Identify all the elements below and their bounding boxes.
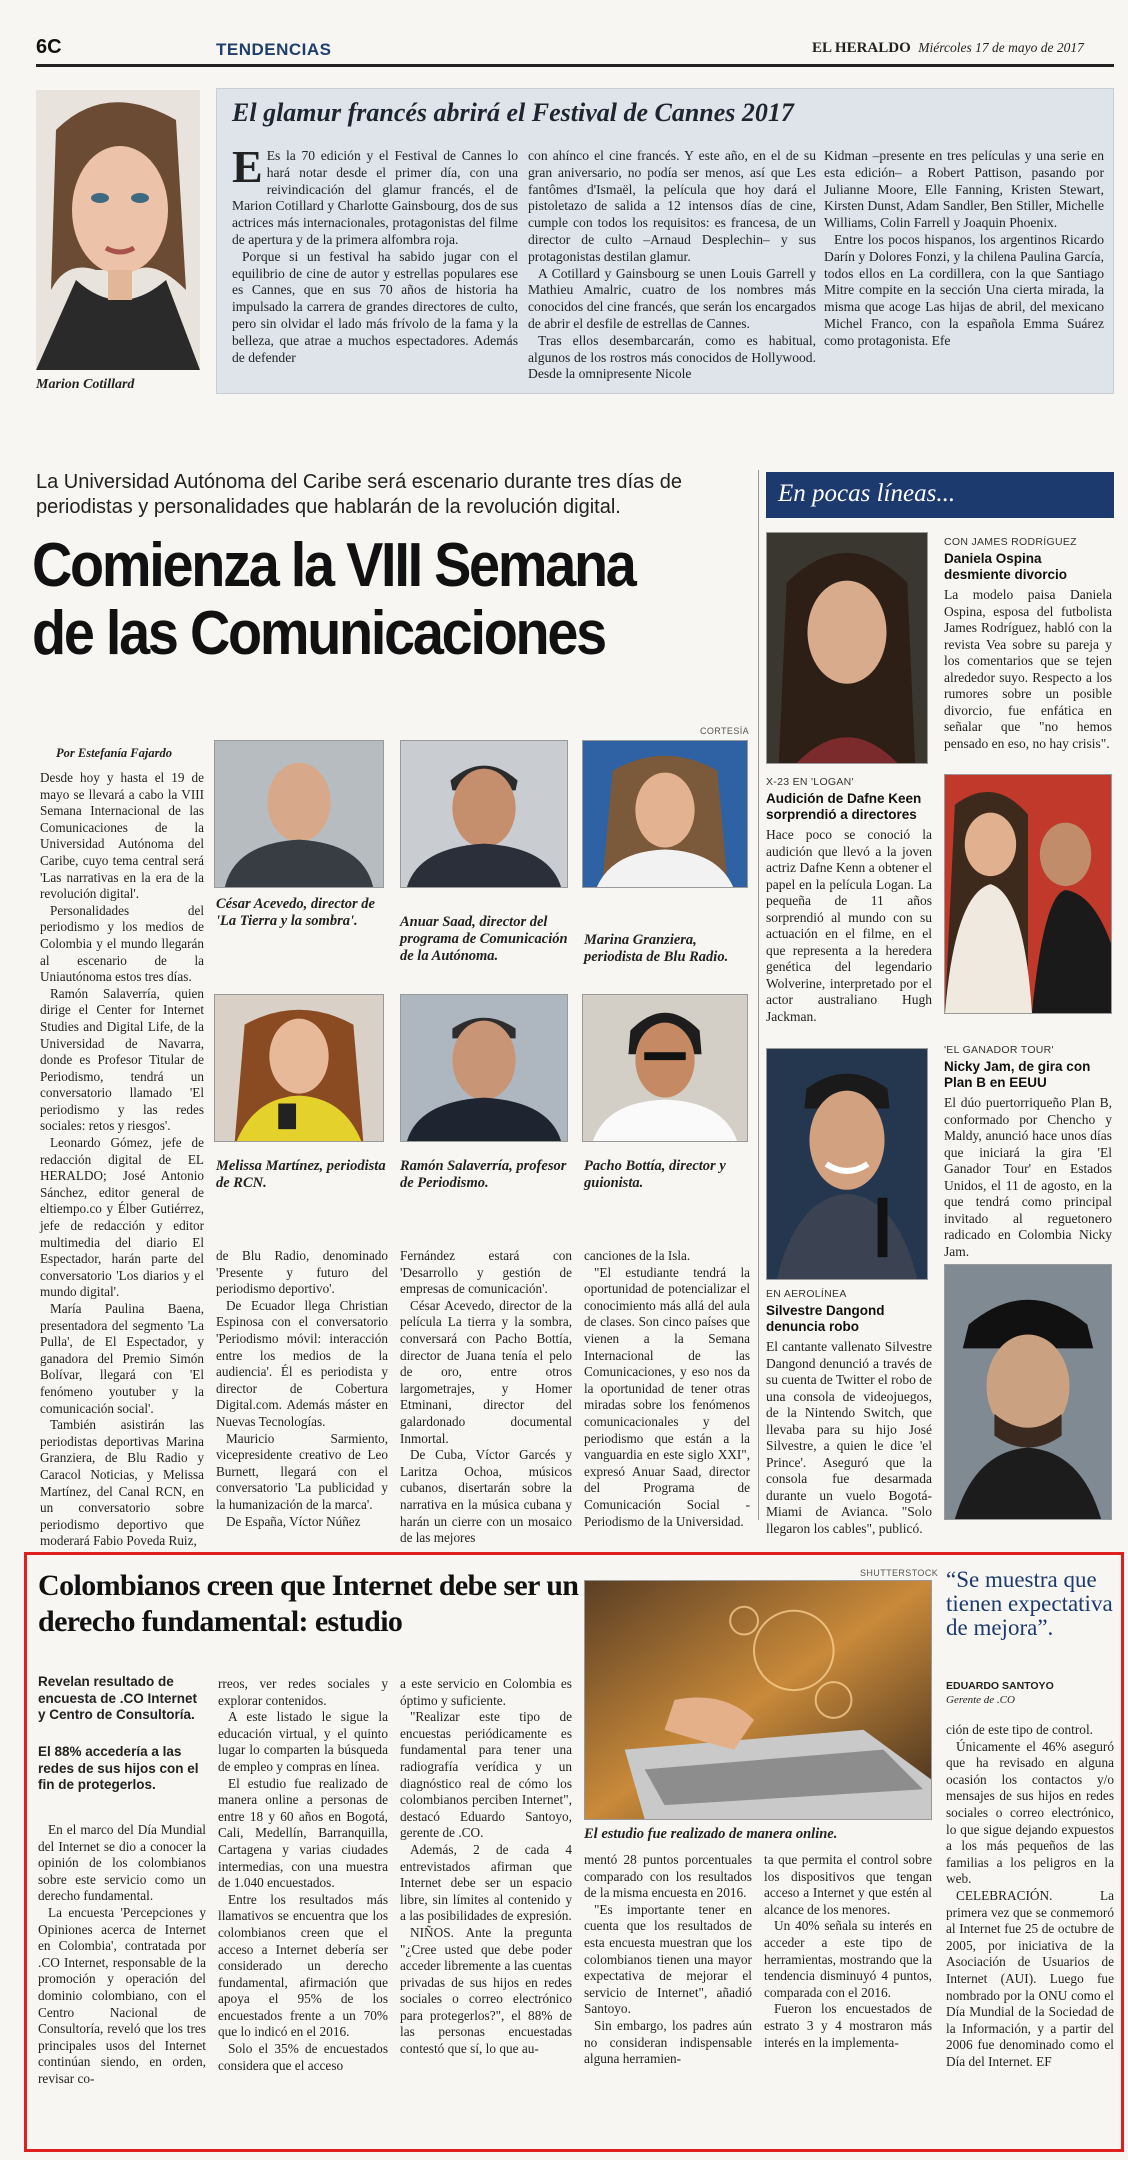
pocas-kicker: 'EL GANADOR TOUR' (944, 1044, 1054, 1056)
semana-deck: La Universidad Autónoma del Caribe será escenario durante tres días de periodistas y personalidades que hablarán de la revolución digital. (36, 471, 682, 518)
semana-column-1 (40, 770, 204, 1549)
semana-paragraph: Mauricio Sarmiento, vicepresidente creativo de Leo Burnett, llegará con el conversatorio 'La publicidad y la humanización de la marca'. (216, 1430, 388, 1512)
cannes-headline: El glamur francés abrirá el Festival de Cannes 2017 (232, 98, 794, 127)
nicky-jam-photo (944, 1264, 1112, 1520)
paper-name: EL HERALDO (812, 40, 911, 56)
pacho-bottia-photo (582, 994, 748, 1142)
semana-paragraph: Personalidades del periodismo y los medios de Colombia y el mundo llegarán al escenario de la Uniautónoma estos tres días. (40, 902, 204, 985)
dafne-keen-photo (766, 532, 928, 764)
pocas-kicker: CON JAMES RODRÍGUEZ (944, 536, 1077, 548)
internet-column-4 (584, 1852, 752, 2144)
cannes-column-2 (528, 148, 816, 388)
internet-paragraph: En el marco del Día Mundial del Internet se dio a conocer la opinión de los colombianos sobre este servicio como un derecho fundamental. (38, 1822, 206, 1904)
semana-paragraph: También asistirán las periodistas deportivas Marina Granziera, de Blu Radio y Caracol Noticias, y Melissa Martínez, del Canal RCN, en un conversatorio sobre periodismo deportivo que moderará Fabio Poveda Ruiz, (40, 1417, 204, 1549)
semana-paragraph: Leonardo Gómez, jefe de redacción digital de EL HERALDO; José Antonio Sánchez, editor general de eltiempo.co y Élber Gutiérrez, jefe de redacción y editor multimedia del diario El Espectador, harán parte del conversatorio 'Los diarios y el mundo digital'. (40, 1135, 204, 1300)
internet-paragraph: mentó 28 puntos porcentuales comparado con los resultados de la misma encuesta en 2016. (584, 1852, 752, 1901)
pocas-item (944, 1044, 1112, 1260)
daniela-james-photo (944, 774, 1112, 1014)
internet-paragraph: ción de este tipo de control. (946, 1722, 1093, 1737)
pocas-kicker: EN AEROLÍNEA (766, 1288, 847, 1300)
internet-column-5 (764, 1852, 932, 2144)
ramon-salaverria-caption: Ramón Salaverría, profesor de Periodismo. (400, 1158, 567, 1191)
drop-cap: E (232, 141, 263, 192)
pull-quote: “Se muestra que tienen expectativa de mejora”. (946, 1567, 1113, 1640)
semana-paragraph: de Blu Radio, denominado 'Presente y futuro del periodismo deportivo'. (216, 1248, 388, 1297)
internet-paragraph: La encuesta 'Percepciones y Opiniones acerca de Internet en Colombia', contratada por .CO Internet, responsable de la promoción y operación del dominio colombiano, con el Centro Nacional de Consultoría, reveló que los tres principales usos del Internet continúan siendo, en orden, revisar co- (38, 1904, 206, 2086)
marina-granziera-caption: Marina Granziera, periodista de Blu Radio. (584, 932, 729, 965)
melissa-martinez-photo (214, 994, 384, 1142)
page-number: 6C (36, 36, 62, 58)
pocas-text: La modelo paisa Daniela Ospina, esposa del futbolista James Rodríguez, habló con la revista Vea sobre su pareja y los comentarios que se tejen alrededor suyo. Respecto a los rumores sobre un posible divorcio, fue enfática en señalar que "no hemos pensado en eso, no hay crisis". (944, 587, 1112, 751)
pocas-title: Audición de Dafne Keen sorprendió a directores (766, 791, 922, 822)
pocas-text: El cantante vallenato Silvestre Dangond denunció a través de su cuenta de Twitter el robo de una consola de videojuegos, de la Nintendo Switch, que llevaba para su hijo José Silvestre, a quien le dice 'el Prince'. Aseguró que la consola fue desarmada durante un vuelo Bogotá-Miami de Avianca. "Solo llegaron los cables", publicó. (766, 1339, 933, 1536)
pocas-header-title: En pocas líneas... (778, 480, 956, 507)
pocas-title: Daniela Ospina desmiente divorcio (944, 551, 1068, 582)
semana-paragraph: César Acevedo, director de la película La tierra y la sombra, conversará con Pacho Bottía, director de Juana tenía el pelo de oro, entre otros largometrajes, y Homer Etminani, director del galardonado documental Inmortal. (400, 1297, 572, 1446)
semana-paragraph: "El estudiante tendrá la oportunidad de potencializar el conocimiento más allá del aula de clases. Son cinco países que vienen a la Semana Internacional de las Comunicaciones, y eso nos da la oportunidad de tener otras miradas sobre los fenómenos comunicacionales y del periodismo que están a la vanguardia en este siglo XXI", expresó Anuar Saad, director del Programa de Comunicación Social - Periodismo de la Universidad. (584, 1264, 750, 1529)
semana-paragraph: María Paulina Baena, presentadora del segmento 'La Pulla', de El Espectador, y ganadora del Premio Simón Bolívar, llegará con 'El fenómeno youtuber y la comunicación social'. (40, 1301, 204, 1416)
internet-paragraph: NIÑOS. Ante la pregunta "¿Cree usted que debe poder acceder libremente a las cuentas privadas de sus hijos en redes sociales o correo electrónico para protegerlos?", el 88% de las personas encuestadas contestó que sí, lo que au- (400, 1924, 572, 2057)
semana-headline-line: de las Comunicaciones (32, 599, 605, 668)
column-divider (758, 470, 759, 1520)
laptop-photo-caption: El estudio fue realizado de manera online. (584, 1826, 838, 1842)
semana-column-2 (216, 1248, 388, 1529)
cannes-paragraph: Porque si un festival ha sabido jugar con el equilibrio de cine de autor y estrellas populares ese es Cannes, que en sus 70 años de historia ha impulsado la carrera de grandes directores de culto, pero sin olvidar el lado más frívolo de la fama y la belleza, que atrae a muchos espectadores. Además de defender (232, 248, 518, 365)
semana-paragraph: Ramón Salaverría, quien dirige el Center for Internet Studies and Digital Life, de la Universidad de Navarra, donde es Profesor Titular de Periodismo, tendrá un conversatorio llamado 'El periodismo y las redes sociales: retos y riesgos'. (40, 985, 204, 1134)
internet-paragraph: CELEBRACIÓN. La primera vez que se conmemoró al Internet fue 25 de octubre de 2005, por iniciativa de la Asociación de Usuarios de Internet (AUI). Luego fue nombrado por la ONU como el Día Mundial de la Sociedad de la Información, y a partir del 2006 fue denominado como el Día del Internet. EF (946, 1887, 1114, 2069)
internet-paragraph: Un 40% señala su interés en acceder a este tipo de herramientas, mostrando que la tendencia disminuyó 4 puntos, comparada con el 2016. (764, 1918, 932, 2000)
pocas-title: Nicky Jam, de gira con Plan B en EEUU (944, 1059, 1091, 1090)
internet-paragraph: rreos, ver redes sociales y explorar contenidos. (218, 1676, 388, 1708)
cannes-paragraph: con ahínco el cine francés. Y este año, en el de su gran aniversario, no podía ser menos, así que Les fantômes d'Ismaël, la película que hoy dará el pistoletazo de salida a 12 intensos días de cine, cumple con todos los requisitos: es francesa, de un director de culto –Arnaud Desplechin– y sus protagonistas destilan glamur. (528, 148, 816, 264)
internet-paragraph: Solo el 35% de encuestados considera que el acceso (218, 2041, 388, 2073)
pacho-bottia-caption: Pacho Bottía, director y guionista. (584, 1158, 726, 1191)
marion-cotillard-caption: Marion Cotillard (36, 377, 135, 392)
cannes-paragraph: Es la 70 edición y el Festival de Cannes lo hará notar desde el primer día, con una reivindicación del glamur francés, el de Marion Cotillard y Charlotte Gainsbourg, dos de sus actrices más internacionales, protagonistas del filme de apertura y de la primera alfombra roja. (232, 148, 518, 247)
cannes-paragraph: Kidman –presente en tres películas y una serie en esta edición– a Robert Pattison, pasando por Julianne Moore, Elle Fanning, Kristen Stewart, Kirsten Dunst, Adam Sandler, Ben Stiller, Michelle Williams, Colin Farrell y Joaquin Phoenix. (824, 148, 1104, 231)
internet-paragraph: ta que permita el control sobre los dispositivos que tengan acceso a Internet y que estén al alcance de los menores. (764, 1852, 932, 1917)
anuar-saad-photo (400, 740, 568, 888)
pocas-text: El dúo puertorriqueño Plan B, conformado por Chencho y Maldy, anunció hace unos días que iniciará la gira 'El Ganador Tour' en Estados Unidos, el 11 de agosto, en la que tendrá como principal invitado al reguetonero radicado en Colombia Nicky Jam. (944, 1095, 1112, 1259)
quote-role: Gerente de .CO (946, 1694, 1015, 1706)
silvestre-dangond-photo (766, 1048, 928, 1280)
semana-headline (32, 532, 684, 668)
subheading-1: Revelan resultado de encuesta de .CO Internet y Centro de Consultoría. (38, 1674, 198, 1722)
internet-paragraph: Además, 2 de cada 4 entrevistados afirman que Internet debe ser un espacio libre, sin límites al contenido y a las posibilidades de expresión. (400, 1841, 572, 1924)
pocas-item (766, 776, 932, 1025)
masthead (812, 40, 1084, 57)
cannes-paragraph: Tras ellos desembarcarán, como es habitual, algunos de los rostros más conocidos de Hollywood. Desde la omnipresente Nicole (528, 332, 816, 382)
laptop-online-photo (584, 1580, 932, 1820)
semana-paragraph: De Cuba, Víctor Garcés y Laritza Ochoa, músicos cubanos, disertarán sobre la narrativa en la música cubana y harán un cierre con un mosaico de las mejores (400, 1447, 572, 1546)
semana-paragraph: canciones de la Isla. (584, 1248, 691, 1263)
section-name: TENDENCIAS (216, 40, 332, 59)
internet-paragraph: a este servicio en Colombia es óptimo y suficiente. (400, 1676, 572, 1708)
ramon-salaverria-photo (400, 994, 568, 1142)
semana-paragraph: Fernández estará con 'Desarrollo y gestión de empresas de comunicación'. (400, 1248, 572, 1297)
internet-paragraph: El estudio fue realizado de manera online a personas de entre 18 y 60 años en Bogotá, Cali, Medellín, Barranquilla, Cartagena y varias ciudades intermedias, con una muestra de 1.040 encuestados. (218, 1775, 388, 1891)
marion-cotillard-photo (36, 90, 200, 370)
internet-paragraph: Entre los resultados más llamativos se encuentra que los colombianos creen que el acceso a Internet debería ser considerado un derecho fundamental, afirmación que apoya el 95% de los encuestados frente a un 70% que lo indicó en el 2016. (218, 1891, 388, 2040)
anuar-saad-caption: Anuar Saad, director del programa de Comunicación de la Autónoma. (400, 914, 568, 964)
internet-paragraph: Únicamente el 46% aseguró que ha revisado en alguna ocasión los contactos y/o mensajes de sus hijos en redes sociales o correo electrónico, lo que sigue dejando expuestos a los más pequeños de las familias a los peligros en la web. (946, 1738, 1114, 1887)
melissa-martinez-caption: Melissa Martínez, periodista de RCN. (216, 1158, 386, 1191)
cannes-paragraph: Entre los pocos hispanos, los argentinos Ricardo Darín y Dolores Fonzi, y la chilena Paulina García, todos ellos en La cordillera, con la que Santiago Mitre compite en la sección Una cierta mirada, la misma que acoge Las hijas de abril, del mexicano Michel Franco, con la española Emma Suárez como protagonista. Efe (824, 231, 1104, 348)
marina-granziera-photo (582, 740, 748, 888)
internet-column-6 (946, 1722, 1114, 2144)
internet-column-2 (218, 1676, 388, 2144)
cannes-column-1 (232, 141, 518, 388)
internet-paragraph: Sin embargo, los padres aún no consideran indispensable alguna herramien- (584, 2017, 752, 2067)
internet-headline: Colombianos creen que Internet debe ser un derecho fundamental: estudio (38, 1569, 579, 1638)
pocas-kicker: X-23 EN 'LOGAN' (766, 776, 854, 788)
pocas-item (944, 536, 1112, 752)
byline: Por Estefanía Fajardo (56, 746, 172, 760)
internet-paragraph: Fueron los encuestados de estrato 3 y 4 mostraron más interés en la implementa- (764, 2001, 932, 2050)
cesar-acevedo-photo (214, 740, 384, 888)
internet-paragraph: "Es importante tener en cuenta que los resultados de esta encuesta muestran que los colombianos tienen una mayor expectativa de mejorar el servicio de Internet", añadió Santoyo. (584, 1901, 752, 2017)
semana-column-3 (400, 1248, 572, 1546)
pocas-title: Silvestre Dangond denuncia robo (766, 1303, 885, 1334)
internet-paragraph: "Realizar este tipo de encuestas periódicamente es fundamental para tener una radiografía verídica y un diagnóstico real de cómo los colombianos perciben Internet", destacó Eduardo Santoyo, gerente de .CO. (400, 1709, 572, 1841)
semana-paragraph: De Ecuador llega Christian Espinosa con el conversatorio 'Periodismo móvil: interacción entre los medios de la audiencia'. Él es periodista y director de Cobertura Digital.com. Además máster en Nuevas Tecnologías. (216, 1297, 388, 1429)
semana-paragraph: De España, Víctor Núñez (226, 1513, 361, 1529)
internet-paragraph: A este listado le sigue la educación virtual, y el quinto lugar lo comparten la búsqueda de empleo y compras en línea. (218, 1709, 388, 1774)
pocas-item (766, 1288, 932, 1537)
issue-date: Miércoles 17 de mayo de 2017 (918, 40, 1084, 55)
semana-paragraph: Desde hoy y hasta el 19 de mayo se llevará a cabo la VIII Semana Internacional de las Comunicaciones de la Universidad Autónoma del Caribe, cuyo tema central será 'Las narrativas en la era de la revolución digital'. (40, 770, 204, 902)
header-rule (36, 64, 1114, 67)
cannes-paragraph: A Cotillard y Gainsbourg se unen Louis Garrell y Mathieu Amalric, cuatro de los nombres más conocidos del cine francés, que serán los encargados de abrir el desfile de estrellas de Cannes. (528, 265, 816, 331)
pocas-text: Hace poco se conoció la audición que llevó a la joven actriz Dafne Kenn a obtener el papel en la película Logan. La pequeña de 11 años sorprendió al mundo con su actuación en el filme, en el que representa a la heredera genética del legendario Wolverine, interpretado por el actor australiano Hugh Jackman. (766, 827, 932, 1024)
cannes-column-3 (824, 148, 1104, 388)
subheading-2: El 88% accedería a las redes de sus hijos con el fin de protegerlos. (38, 1744, 199, 1792)
internet-column-3 (400, 1676, 572, 2144)
quote-name: EDUARDO SANTOYO (946, 1680, 1054, 1692)
semana-column-4 (584, 1248, 750, 1529)
cesar-acevedo-caption: César Acevedo, director de 'La Tierra y la sombra'. (216, 896, 375, 929)
semana-headline-line: Comienza la VIII Semana (32, 531, 635, 600)
photo-credit: SHUTTERSTOCK (860, 1568, 939, 1578)
photo-credit: CORTESÍA (700, 726, 750, 736)
internet-column-1 (38, 1822, 206, 2144)
